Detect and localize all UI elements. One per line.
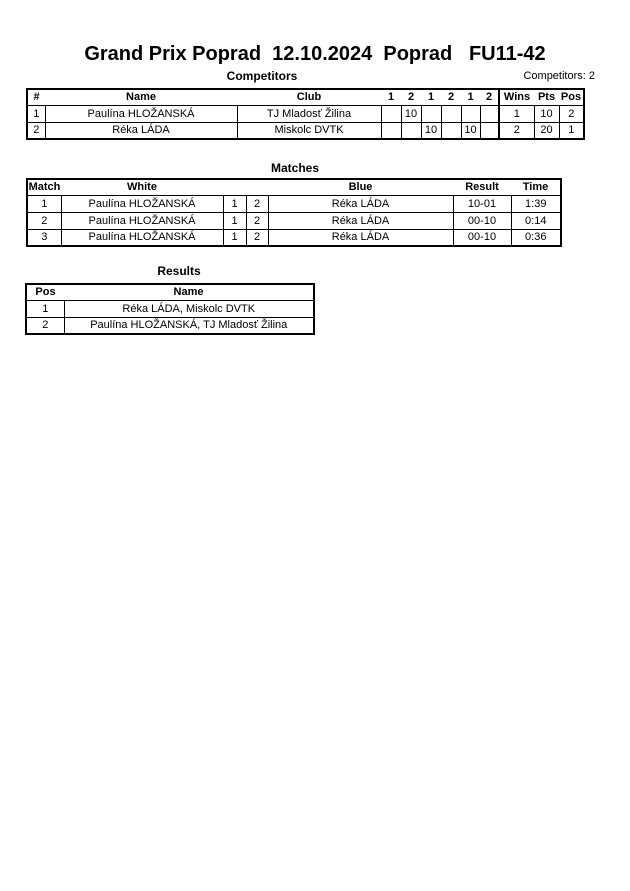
header-time: Time (511, 179, 561, 195)
header-round-4: 2 (441, 89, 461, 105)
cell-match: 2 (27, 212, 61, 229)
header-pts: Pts (534, 89, 559, 105)
table-row (27, 122, 584, 139)
cell-wins: 2 (499, 122, 534, 139)
cell-match: 1 (27, 195, 61, 212)
cell-white-num: 1 (223, 229, 246, 246)
cell-name: Réka LÁDA (45, 122, 237, 139)
cell-white: Paulína HLOŽANSKÁ (61, 195, 223, 212)
competitors-header-row (27, 89, 584, 105)
competitors-table (26, 88, 585, 140)
cell-round-6 (480, 105, 499, 122)
cell-blue: Réka LÁDA (268, 229, 453, 246)
cell-blue-num: 2 (246, 195, 268, 212)
header-white: White (61, 179, 223, 195)
header-pos: Pos (559, 89, 584, 105)
cell-result: 00-10 (453, 212, 511, 229)
cell-white-num: 1 (223, 212, 246, 229)
cell-pos: 2 (26, 317, 64, 334)
header-name: Name (45, 89, 237, 105)
cell-wins: 1 (499, 105, 534, 122)
table-row (26, 300, 314, 317)
results-section-title: Results (157, 264, 201, 278)
cell-blue-num: 2 (246, 212, 268, 229)
cell-pts: 10 (534, 105, 559, 122)
cell-white: Paulína HLOŽANSKÁ (61, 229, 223, 246)
header-blue: Blue (268, 179, 453, 195)
cell-name: Paulína HLOŽANSKÁ (45, 105, 237, 122)
header-wins: Wins (499, 89, 534, 105)
cell-club: TJ Mladosť Žilina (237, 105, 381, 122)
cell-round-4 (441, 122, 461, 139)
cell-pos: 2 (559, 105, 584, 122)
table-row (27, 195, 561, 212)
results-header-row (26, 284, 314, 300)
matches-table (26, 178, 562, 247)
header-round-1: 1 (381, 89, 401, 105)
cell-result: 10-01 (453, 195, 511, 212)
cell-name: Paulína HLOŽANSKÁ, TJ Mladosť Žilina (64, 317, 314, 334)
matches-header-row (27, 179, 561, 195)
header-white-num (223, 179, 246, 195)
matches-section-title: Matches (270, 161, 320, 175)
header-num: # (27, 89, 45, 105)
header-round-5: 1 (461, 89, 480, 105)
cell-result: 00-10 (453, 229, 511, 246)
cell-round-4 (441, 105, 461, 122)
cell-round-1 (381, 105, 401, 122)
cell-white: Paulína HLOŽANSKÁ (61, 212, 223, 229)
header-round-3: 1 (421, 89, 441, 105)
competitors-count: Competitors: 2 (523, 70, 595, 82)
cell-match: 3 (27, 229, 61, 246)
results-table (25, 283, 315, 335)
cell-time: 0:36 (511, 229, 561, 246)
cell-num: 1 (27, 105, 45, 122)
cell-round-3: 10 (421, 122, 441, 139)
cell-pos: 1 (559, 122, 584, 139)
page-title: Grand Prix Poprad 12.10.2024 Poprad FU11-42 (84, 43, 546, 65)
cell-pts: 20 (534, 122, 559, 139)
table-row (27, 212, 561, 229)
cell-round-2 (401, 122, 421, 139)
header-round-2: 2 (401, 89, 421, 105)
cell-white-num: 1 (223, 195, 246, 212)
cell-round-6 (480, 122, 499, 139)
header-name: Name (64, 284, 314, 300)
header-round-6: 2 (480, 89, 499, 105)
cell-pos: 1 (26, 300, 64, 317)
cell-num: 2 (27, 122, 45, 139)
cell-round-1 (381, 122, 401, 139)
competitors-section-title: Competitors (226, 69, 298, 83)
cell-round-3 (421, 105, 441, 122)
header-blue-num (246, 179, 268, 195)
cell-blue: Réka LÁDA (268, 195, 453, 212)
table-row (27, 229, 561, 246)
header-club: Club (237, 89, 381, 105)
cell-round-5 (461, 105, 480, 122)
cell-club: Miskolc DVTK (237, 122, 381, 139)
cell-round-5: 10 (461, 122, 480, 139)
table-row (26, 317, 314, 334)
header-result: Result (453, 179, 511, 195)
cell-time: 0:14 (511, 212, 561, 229)
cell-blue-num: 2 (246, 229, 268, 246)
cell-time: 1:39 (511, 195, 561, 212)
header-pos: Pos (26, 284, 64, 300)
cell-round-2: 10 (401, 105, 421, 122)
header-match: Match (27, 179, 61, 195)
cell-blue: Réka LÁDA (268, 212, 453, 229)
table-row (27, 105, 584, 122)
cell-name: Réka LÁDA, Miskolc DVTK (64, 300, 314, 317)
